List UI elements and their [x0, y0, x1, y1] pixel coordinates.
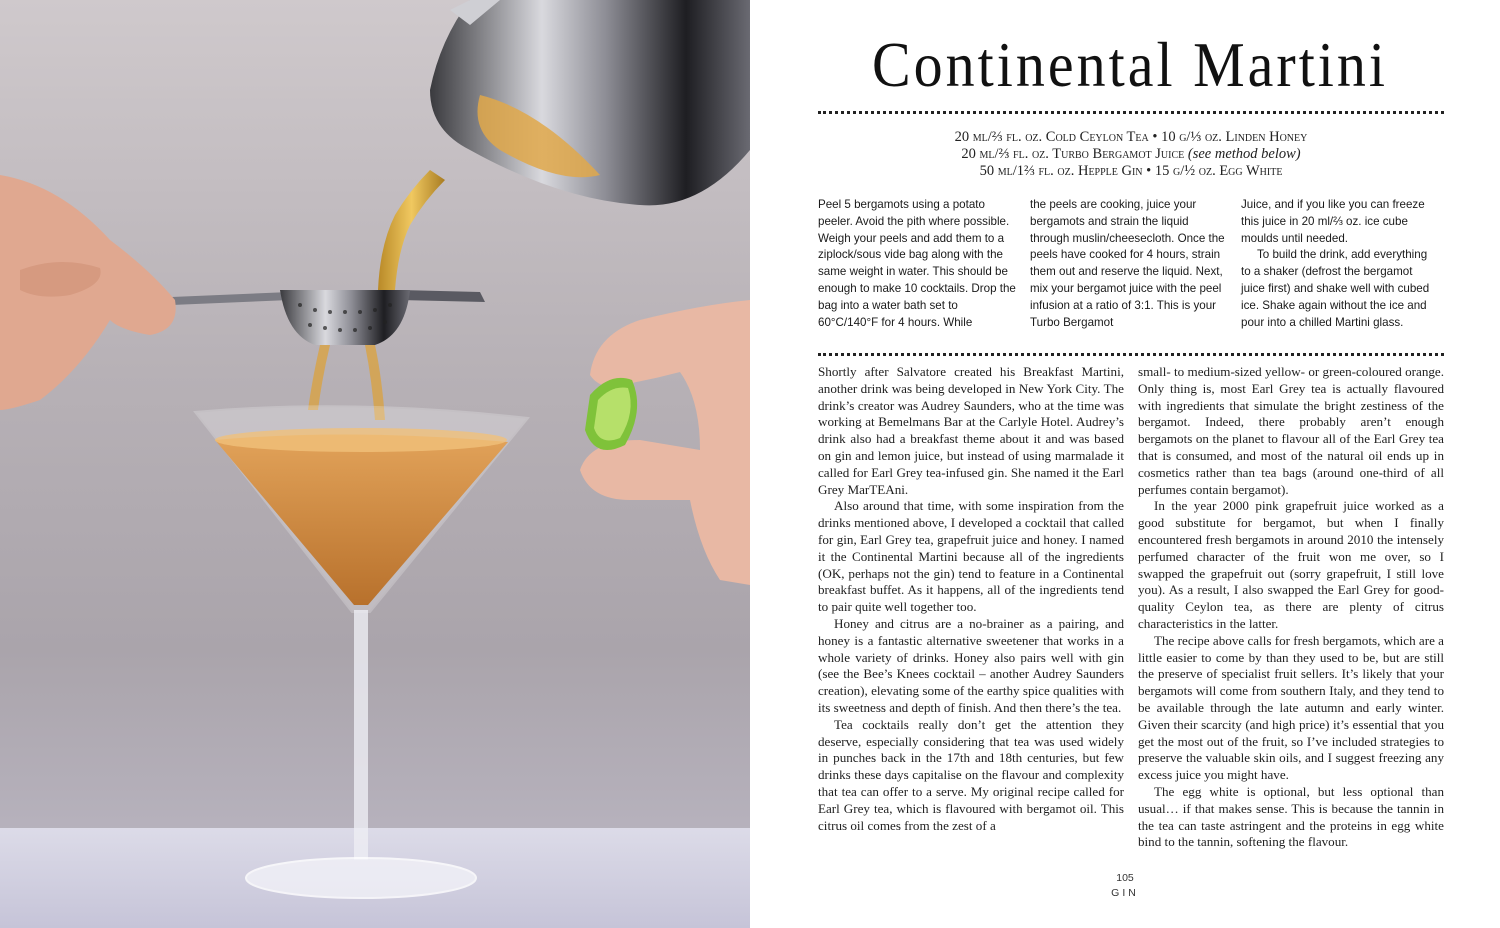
section-name: GIN — [1111, 887, 1139, 899]
method-paragraph: Juice, and if you like you can freeze this juice in 20 ml/⅔ oz. ice cube moulds until needed. — [1241, 198, 1425, 245]
dotted-divider — [818, 111, 1444, 114]
ingredient-line: 20 ml/⅔ fl. oz. Turbo Bergamot Juice (see method below) — [961, 146, 1301, 162]
ingredients-list — [818, 129, 1444, 180]
method-paragraph: To build the drink, add everything to a shaker (defrost the bergamot juice first) and shake well with cubed ice. Shake again without the ice and pour into a chilled Martini glass. — [1241, 248, 1430, 329]
article-paragraph: The recipe above calls for fresh bergamots, which are a little easier to come by than they used to be, but are still the preserve of specialist fruit sellers. It’s likely that your bergamots will come from southern Italy, and they tend to be available through the late autumn and early winter. Given their scarcity (and high price) it’s essential that you get the most out of the fruit, so I’ve included strategies to preserve the valuable skin oils, and I suggest freezing any excess juice you might have. — [1138, 632, 1444, 783]
ingredient-line: 50 ml/1⅔ fl. oz. Hepple Gin • 15 g/½ oz. Egg White — [979, 163, 1283, 179]
method-column — [818, 197, 1016, 331]
page-number: 105 — [1116, 872, 1134, 884]
method-paragraph: Peel 5 bergamots using a potato peeler. Avoid the pith where possible. Weigh your peels and add them to a ziplock/sous vide bag along with the same weight in water. This should be enough to make 10 cocktails. Drop the bag into a water bath set to 60°C/140°F for 4 hours. While — [818, 198, 1016, 329]
method-column — [1241, 197, 1439, 331]
article-column — [1138, 364, 1444, 851]
drink — [215, 434, 508, 605]
article-paragraph: The egg white is optional, but less optional than usual… if that makes sense. This is because the tannin in the tea can taste astringent and the proteins in egg white bind to the tannin, softening the flavour. — [1138, 783, 1444, 850]
article-paragraph: Tea cocktails really don’t get the attention they deserve, especially considering that tea was used widely in punches back in the 17th and 18th centuries, but few drinks these days capitalise on the flavour and complexity that tea can offer to a serve. My original recipe called for Earl Grey tea, which is flavoured with bergamot oil. This citrus oil comes from the zest of a — [818, 716, 1124, 833]
article-paragraph: Honey and citrus are a no-brainer as a pairing, and honey is a fantastic alternative sweetener that works in a whole variety of drinks. Honey also pairs well with gin (see the Bee’s Knees cocktail – another Audrey Saunders creation), elevating some of the earthy spice qualities with its sweetness and depth of finish. And then there’s the tea. — [818, 615, 1124, 715]
method-paragraph: the peels are cooking, juice your bergamots and strain the liquid through muslin/cheesecloth. Once the peels have cooked for 4 hours, strain them out and reserve the liquid. Next, mix your bergamot juice with the peel infusion at a ratio of 3:1. This is your Turbo Bergamot — [1030, 198, 1225, 329]
martini-glass-stem — [354, 610, 368, 860]
martini-glass-foot — [246, 858, 476, 898]
recipe-page — [750, 0, 1500, 928]
pour-stream — [378, 170, 445, 290]
method-column — [1030, 197, 1228, 331]
strainer — [280, 290, 410, 345]
article-paragraph: In the year 2000 pink grapefruit juice worked as a good substitute for bergamot, but when I finally encountered fresh bergamots in around 2010 the intensely perfumed character of the fruit won me over, so I swapped the grapefruit out (sorry grapefruit, I still love you). As a result, I also swapped the Earl Grey for good-quality Ceylon tea, as there are plenty of citrus characteristics in the latter. — [1138, 498, 1444, 631]
article-paragraph: small- to medium-sized yellow- or green-coloured orange. Only thing is, most Earl Grey tea is actually flavoured with ingredients that simulate the bright zestiness of the bergamot. Indeed, there probably aren’t enough bergamots on the planet to flavour all of the Earl Grey tea that is consumed, and most of the natural oil ends up in cosmetics rather than tea bags (around one-third of all perfumes contain bergamot). — [1138, 364, 1444, 497]
article-paragraph: Also around that time, with some inspiration from the drinks mentioned above, I developed a cocktail that called for gin, Earl Grey tea, grapefruit juice and honey. I named it the Continental Martini because all of the ingredients (OK, perhaps not the gin) tend to feature in a Continental breakfast buffet. As it happens, all of the ingredients tend to pair quite well together too. — [818, 498, 1124, 615]
article-paragraph: Shortly after Salvatore created his Breakfast Martini, another drink was being developed in New York City. The drink’s creator was Audrey Saunders, who at the time was working at Bemelmans Bar at the Carlyle Hotel. Audrey’s drink also had a breakfast theme about it and was based on gin and lemon juice, but instead of using marmalade it called for Earl Grey tea-infused gin. She named it the Earl Grey MarTEAni. — [818, 364, 1124, 497]
ingredient-note: (see method below) — [1187, 146, 1301, 162]
recipe-title: Continental Martini — [871, 28, 1389, 101]
ingredient-line: 20 ml/⅔ fl. oz. Cold Ceylon Tea • 10 g/⅓ oz. Linden Honey — [954, 129, 1308, 145]
article-column — [818, 364, 1124, 834]
dotted-divider — [818, 353, 1444, 356]
